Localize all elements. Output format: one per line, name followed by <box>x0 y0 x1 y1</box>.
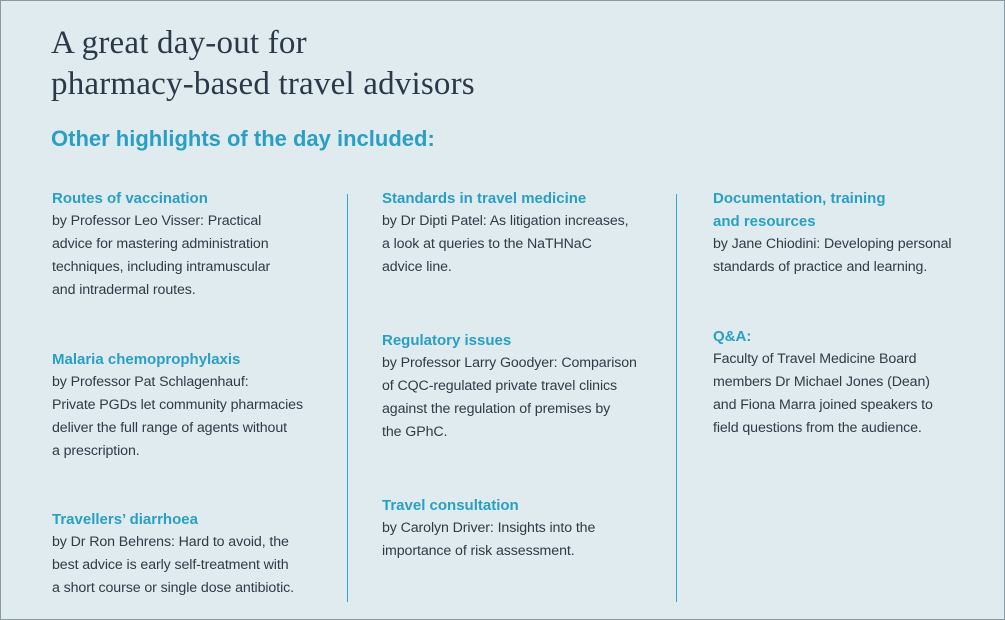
highlight-description <box>713 348 998 440</box>
highlight-heading <box>382 187 667 210</box>
body-line: by Professor Pat Schlagenhauf: <box>52 374 249 390</box>
page-title <box>51 23 475 105</box>
body-line: against the regulation of premises by <box>382 401 611 417</box>
highlight-documentation-training-resources <box>713 187 998 279</box>
highlight-heading <box>52 348 337 371</box>
highlight-heading <box>52 187 337 210</box>
highlight-routes-of-vaccination <box>52 187 337 302</box>
body-line: by Carolyn Driver: Insights into the <box>382 520 596 536</box>
heading-line: Travel consultation <box>382 497 519 514</box>
highlight-description <box>52 371 337 463</box>
highlight-description <box>52 210 337 302</box>
body-line: field questions from the audience. <box>713 420 922 436</box>
highlight-heading <box>713 325 998 348</box>
column-divider <box>347 194 348 602</box>
body-line: and intradermal routes. <box>52 282 196 298</box>
body-line: by Jane Chiodini: Developing personal <box>713 236 952 252</box>
highlight-travellers-diarrhoea <box>52 508 337 600</box>
body-line: deliver the full range of agents without <box>52 420 287 436</box>
heading-line: and resources <box>713 213 816 230</box>
column-divider <box>676 194 677 602</box>
body-line: by Professor Leo Visser: Practical <box>52 213 262 229</box>
body-line: advice line. <box>382 259 452 275</box>
highlight-regulatory-issues <box>382 329 667 444</box>
body-line: a look at queries to the NaTHNaC <box>382 236 592 252</box>
body-line: best advice is early self-treatment with <box>52 557 289 573</box>
highlight-heading <box>52 508 337 531</box>
heading-line: Travellers’ diarrhoea <box>52 511 198 528</box>
body-line: techniques, including intramuscular <box>52 259 271 275</box>
title-line: pharmacy-based travel advisors <box>51 66 475 102</box>
highlight-description <box>382 352 667 444</box>
highlight-malaria-chemoprophylaxis <box>52 348 337 463</box>
highlight-heading <box>382 329 667 352</box>
body-line: a short course or single dose antibiotic. <box>52 580 294 596</box>
heading-line: Standards in travel medicine <box>382 190 587 207</box>
body-line: the GPhC. <box>382 424 448 440</box>
highlight-description <box>52 531 337 600</box>
heading-line: Routes of vaccination <box>52 190 208 207</box>
body-line: by Professor Larry Goodyer: Comparison <box>382 355 637 371</box>
body-line: importance of risk assessment. <box>382 543 575 559</box>
body-line: members Dr Michael Jones (Dean) <box>713 374 930 390</box>
heading-line: Regulatory issues <box>382 332 512 349</box>
heading-line: Malaria chemoprophylaxis <box>52 351 241 368</box>
body-line: advice for mastering administration <box>52 236 269 252</box>
highlight-heading <box>382 494 667 517</box>
body-line: by Dr Ron Behrens: Hard to avoid, the <box>52 534 289 550</box>
body-line: standards of practice and learning. <box>713 259 928 275</box>
highlight-description <box>713 233 998 279</box>
section-subtitle: Other highlights of the day included: <box>51 126 435 151</box>
highlight-description <box>382 210 667 279</box>
highlight-travel-consultation <box>382 494 667 563</box>
highlight-description <box>382 517 667 563</box>
body-line: and Fiona Marra joined speakers to <box>713 397 933 413</box>
heading-line: Q&A: <box>713 328 752 345</box>
body-line: by Dr Dipti Patel: As litigation increases, <box>382 213 629 229</box>
highlight-standards-in-travel-medicine <box>382 187 667 279</box>
heading-line: Documentation, training <box>713 190 886 207</box>
highlight-heading <box>713 187 998 233</box>
title-line: A great day-out for <box>51 25 307 61</box>
body-line: Faculty of Travel Medicine Board <box>713 351 917 367</box>
body-line: Private PGDs let community pharmacies <box>52 397 303 413</box>
body-line: a prescription. <box>52 443 140 459</box>
highlight-q-and-a <box>713 325 998 440</box>
body-line: of CQC-regulated private travel clinics <box>382 378 618 394</box>
